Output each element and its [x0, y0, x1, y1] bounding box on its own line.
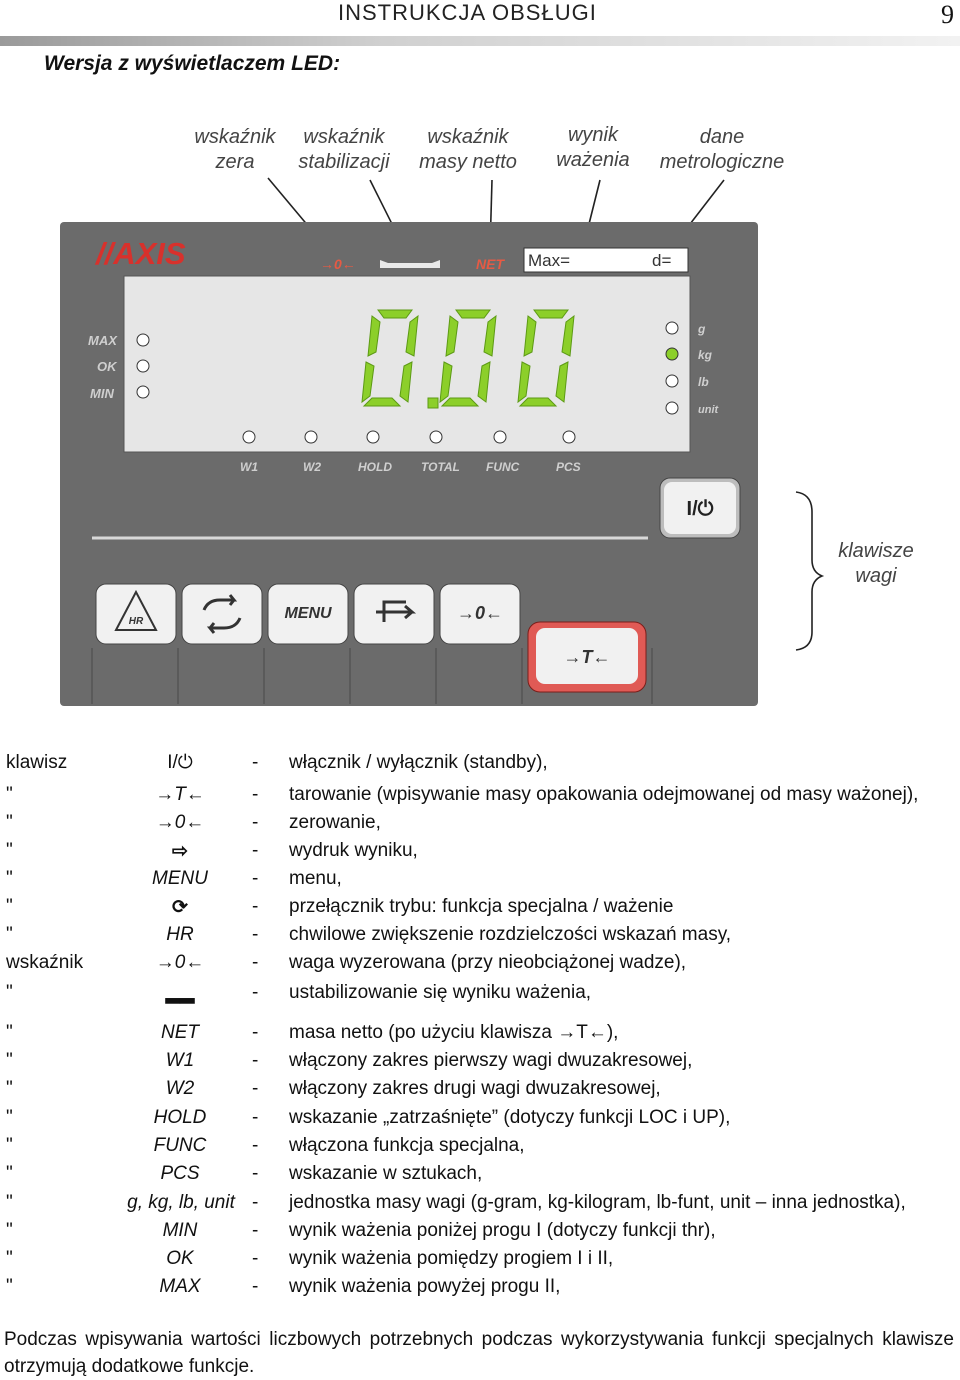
led-hold — [367, 431, 379, 443]
legend-dash: - — [252, 1050, 259, 1071]
legend-desc: ustabilizowanie się wyniku ważenia, — [289, 982, 592, 1003]
legend-desc: zerowanie, — [289, 812, 381, 833]
led-w2 — [305, 431, 317, 443]
legend-dash: - — [252, 812, 259, 833]
legend-type: " — [6, 840, 13, 861]
power-key-label: I/⏻ — [686, 498, 714, 520]
legend-symbol: W1 — [165, 1050, 195, 1071]
callout-line: ważenia — [556, 149, 630, 171]
legend-dash: - — [252, 868, 259, 889]
legend-row — [0, 1220, 960, 1248]
legend-desc: wynik ważenia powyżej progu II, — [289, 1276, 561, 1297]
page-number: 9 — [941, 0, 954, 29]
legend-row — [0, 868, 960, 896]
legend-desc: chwilowe zwiększenie rozdzielczości wskazań masy, — [289, 924, 732, 945]
led-unit-kg-active — [666, 348, 678, 360]
legend-dash: - — [252, 952, 259, 973]
led-ok — [137, 360, 149, 372]
legend-dash: - — [252, 1248, 259, 1269]
callout-line: stabilizacji — [298, 151, 390, 173]
mode-switch-icon: ⟳ — [172, 897, 188, 918]
hr-key-label: HR — [128, 616, 144, 627]
legend-symbol: →T← — [155, 784, 205, 805]
legend-desc: waga wyzerowana (przy nieobciążonej wadze), — [289, 952, 687, 973]
legend-dash: - — [252, 896, 259, 917]
tare-key[interactable] — [528, 622, 646, 692]
power-key[interactable] — [660, 478, 740, 538]
legend-dash: - — [252, 784, 259, 805]
legend-symbol: I/⏻ — [167, 752, 193, 773]
led-unit-other — [666, 402, 678, 414]
led-label-ok: OK — [97, 359, 117, 374]
legend-type: " — [6, 1107, 13, 1128]
mode-label-pcs: PCS — [556, 460, 581, 474]
mode-label-w1: W1 — [240, 460, 258, 474]
stability-indicator-icon: ▂▂ — [165, 983, 195, 1004]
legend-type: " — [6, 1135, 13, 1156]
legend-desc: przełącznik trybu: funkcja specjalna / ważenie — [289, 896, 674, 917]
legend-type: " — [6, 868, 13, 889]
legend-symbol: →0← — [155, 812, 205, 833]
legend-row — [0, 896, 960, 924]
legend-symbol: g, kg, lb, unit — [127, 1192, 235, 1213]
legend-symbol: MENU — [152, 868, 208, 889]
legend-dash: - — [252, 840, 259, 861]
d-label: d= — [652, 251, 672, 270]
callout-line: wynik — [567, 124, 618, 146]
legend-type: " — [6, 1163, 13, 1184]
display-value-text: 0.00 — [0, 0, 2, 1]
net-indicator-label: NET — [476, 256, 504, 272]
legend-desc: włączony zakres drugi wagi dwuzakresowej, — [289, 1078, 661, 1099]
callout-line: dane — [699, 126, 745, 148]
unit-label-unit: unit — [698, 404, 719, 416]
mode-label-hold: HOLD — [358, 460, 392, 474]
legend-desc: włączony zakres pierwszy wagi dwuzakresowej, — [289, 1050, 693, 1071]
unit-label-g: g — [698, 322, 706, 336]
legend-row — [0, 1276, 960, 1304]
legend-type: " — [6, 896, 13, 917]
legend-row — [0, 952, 960, 980]
legend-dash: - — [252, 924, 259, 945]
led-label-max: MAX — [88, 333, 117, 348]
unit-label-lb: lb — [698, 375, 709, 389]
led-w1 — [243, 431, 255, 443]
legend-desc: włączona funkcja specjalna, — [289, 1135, 525, 1156]
hr-key[interactable] — [96, 584, 176, 644]
mode-label-total: TOTAL — [421, 460, 460, 474]
legend-row — [0, 752, 960, 780]
zero-key-label: →0← — [456, 603, 504, 623]
led-total — [430, 431, 442, 443]
section-subtitle: Wersja z wyświetlaczem LED: — [44, 52, 341, 75]
mode-switch-key-face[interactable] — [182, 584, 262, 644]
zero-indicator-label: →0← — [320, 256, 356, 272]
callout-line: wskaźnik — [303, 126, 385, 148]
callout-line: klawisze — [838, 540, 914, 562]
callout-line: wskaźnik — [427, 126, 509, 148]
legend-dash: - — [252, 1107, 259, 1128]
legend-dash: - — [252, 1135, 259, 1156]
legend-dash: - — [252, 1022, 259, 1043]
legend-symbol: W2 — [165, 1078, 195, 1099]
legend-row — [0, 982, 960, 1010]
decimal-point — [428, 398, 438, 408]
led-pcs — [563, 431, 575, 443]
legend-dash: - — [252, 1078, 259, 1099]
legend-desc: wskazanie w sztukach, — [289, 1163, 483, 1184]
menu-key-label: MENU — [284, 605, 332, 622]
print-icon: ⇨ — [172, 841, 188, 862]
legend-type: " — [6, 812, 13, 833]
led-label-min: MIN — [90, 386, 114, 401]
legend-type: " — [6, 924, 13, 945]
legend-desc: wydruk wyniku, — [289, 840, 418, 861]
legend-row — [0, 1078, 960, 1106]
legend-desc: włącznik / wyłącznik (standby), — [289, 752, 548, 773]
legend-row — [0, 924, 960, 952]
footer-note: Podczas wpisywania wartości liczbowych potrzebnych podczas wykorzystywania funkcji specjalnych klawisze otrzymują dodatkowe funkcje. — [4, 1329, 954, 1377]
zero-key[interactable] — [440, 584, 520, 644]
legend-desc: jednostka masy wagi (g-gram, kg-kilogram, lb-funt, unit – inna jednostka), — [289, 1192, 906, 1213]
legend-type: wskaźnik — [6, 952, 84, 973]
legend-type: klawisz — [6, 752, 68, 773]
legend-symbol: OK — [166, 1248, 194, 1269]
callout-line: zera — [215, 151, 255, 173]
menu-key[interactable] — [268, 584, 348, 644]
legend-dash: - — [252, 1220, 259, 1241]
legend-row — [0, 1248, 960, 1276]
legend-row — [0, 1135, 960, 1163]
legend-desc: masa netto (po użyciu klawisza →T←), — [289, 1022, 619, 1043]
unit-label-kg: kg — [698, 348, 713, 362]
led-min — [137, 386, 149, 398]
legend-desc: menu, — [289, 868, 342, 889]
legend-desc: wynik ważenia poniżej progu I (dotyczy funkcji thr), — [289, 1220, 716, 1241]
led-unit-lb — [666, 375, 678, 387]
legend-symbol: HR — [166, 924, 194, 945]
print-key[interactable] — [354, 584, 434, 644]
legend-row — [0, 1050, 960, 1078]
legend-dash: - — [252, 1192, 259, 1213]
callout-line: wagi — [855, 565, 897, 587]
legend-type: " — [6, 1248, 13, 1269]
led-func — [494, 431, 506, 443]
legend-desc: wynik ważenia pomiędzy progiem I i II, — [289, 1248, 614, 1269]
legend-dash: - — [252, 1276, 259, 1297]
legend-row — [0, 1022, 960, 1050]
tare-key-label: →T← — [563, 647, 611, 667]
legend-row — [0, 1107, 960, 1135]
callout-line: masy netto — [419, 151, 517, 173]
print-key-face[interactable] — [354, 584, 434, 644]
legend-symbol: →0← — [155, 952, 205, 973]
legend-type: " — [6, 1050, 13, 1071]
callout-line: metrologiczne — [659, 151, 785, 173]
legend-row — [0, 784, 960, 812]
legend-dash: - — [252, 982, 259, 1003]
mode-label-func: FUNC — [486, 460, 520, 474]
legend-type: " — [6, 1276, 13, 1297]
legend-type: " — [6, 1078, 13, 1099]
legend-dash: - — [252, 752, 259, 773]
mode-switch-key[interactable] — [182, 584, 262, 644]
legend-symbol: MAX — [159, 1276, 201, 1297]
legend-row — [0, 1163, 960, 1191]
legend-symbol: FUNC — [153, 1135, 207, 1156]
legend-symbol: PCS — [160, 1163, 200, 1184]
legend-dash: - — [252, 1163, 259, 1184]
legend-symbol: NET — [161, 1022, 199, 1043]
max-label: Max= — [528, 251, 571, 270]
led-max — [137, 334, 149, 346]
callout-line: wskaźnik — [194, 126, 276, 148]
document-title: INSTRUKCJA OBSŁUGI — [338, 0, 597, 25]
legend-row — [0, 812, 960, 840]
legend-type: " — [6, 1220, 13, 1241]
legend-type: " — [6, 1192, 13, 1213]
legend-type: " — [6, 982, 13, 1003]
legend-row — [0, 840, 960, 868]
legend-type: " — [6, 1022, 13, 1043]
legend-symbol: HOLD — [153, 1107, 207, 1128]
legend-row — [0, 1192, 960, 1220]
legend-desc: wskazanie „zatrzaśnięte” (dotyczy funkcji LOC i UP), — [289, 1107, 731, 1128]
legend-symbol: MIN — [162, 1220, 198, 1241]
led-unit-g — [666, 322, 678, 334]
legend-desc: tarowanie (wpisywanie masy opakowania odejmowanej od masy ważonej), — [289, 784, 919, 805]
brand-logo: //AXIS — [96, 236, 186, 271]
mode-label-w2: W2 — [303, 460, 321, 474]
legend-type: " — [6, 784, 13, 805]
